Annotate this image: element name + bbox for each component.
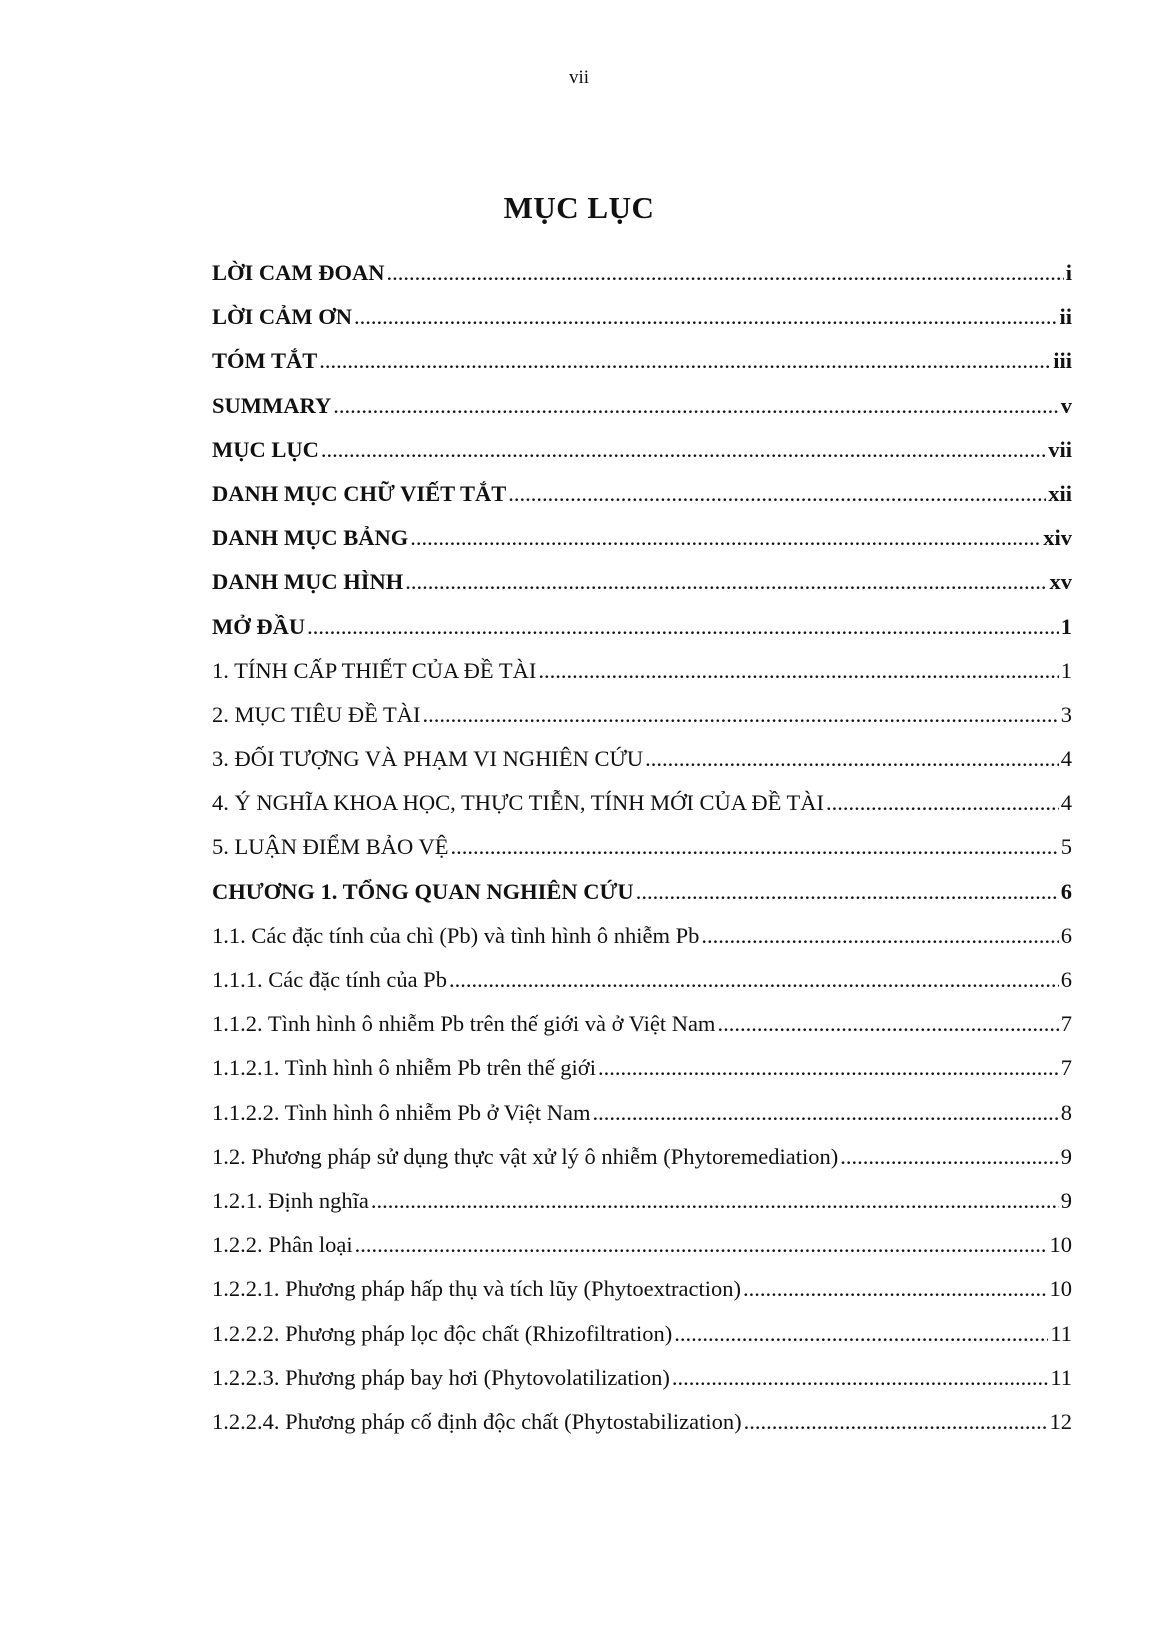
toc-entry-label: TÓM TẮT	[212, 348, 318, 374]
toc-entry[interactable]	[212, 921, 1072, 965]
toc-dot-leader	[538, 656, 1058, 686]
toc-entry-label: 1.1. Các đặc tính của chì (Pb) và tình hình ô nhiễm Pb	[212, 922, 700, 948]
toc-entry-page: 1	[1060, 657, 1072, 683]
toc-entry[interactable]	[212, 1053, 1072, 1097]
toc-entry[interactable]	[212, 832, 1072, 876]
toc-entry[interactable]	[212, 523, 1072, 567]
toc-entry[interactable]	[212, 258, 1072, 302]
toc-dot-leader	[354, 302, 1057, 332]
toc-dot-leader	[307, 612, 1059, 642]
toc-entry[interactable]	[212, 1009, 1072, 1053]
toc-dot-leader	[840, 1142, 1059, 1172]
toc-entry-page: xii	[1048, 480, 1072, 506]
toc-entry[interactable]	[212, 1142, 1072, 1186]
toc-entry-label: CHƯƠNG 1. TỔNG QUAN NGHIÊN CỨU	[212, 878, 634, 904]
toc-entry[interactable]	[212, 1319, 1072, 1363]
toc-entry-page: 4	[1060, 746, 1072, 772]
toc-dot-leader	[645, 744, 1059, 774]
toc-entry[interactable]	[212, 479, 1072, 523]
toc-dot-leader	[743, 1274, 1047, 1304]
toc-entry-label: 1.2.2.1. Phương pháp hấp thụ và tích lũy (Phytoextraction)	[212, 1276, 742, 1302]
toc-entry-page: 11	[1050, 1364, 1072, 1390]
toc-entry-page: 10	[1049, 1276, 1072, 1302]
toc-dot-leader	[371, 1186, 1059, 1216]
toc-entry-label: 1.1.2. Tình hình ô nhiễm Pb trên thế giới và ở Việt Nam	[212, 1011, 716, 1037]
toc-dot-leader	[598, 1053, 1059, 1083]
toc-entry-page: 4	[1060, 790, 1072, 816]
toc-entry[interactable]	[212, 1363, 1072, 1407]
toc-entry-label: 1.2.2.4. Phương pháp cố định độc chất (Phytostabilization)	[212, 1408, 742, 1434]
toc-entry[interactable]	[212, 302, 1072, 346]
toc-dot-leader	[319, 346, 1051, 376]
toc-entry-page: v	[1060, 392, 1072, 418]
toc-dot-leader	[636, 877, 1059, 907]
toc-entry[interactable]	[212, 1407, 1072, 1451]
toc-dot-leader	[321, 435, 1046, 465]
toc-entry-page: 3	[1060, 701, 1072, 727]
toc-entry-page: iii	[1053, 348, 1072, 374]
toc-dot-leader	[355, 1230, 1048, 1260]
toc-dot-leader	[405, 567, 1047, 597]
toc-entry-label: 1.2.2.2. Phương pháp lọc độc chất (Rhizofiltration)	[212, 1320, 673, 1346]
toc-entry-label: DANH MỤC HÌNH	[212, 569, 404, 595]
toc-entry-label: 1.1.2.2. Tình hình ô nhiễm Pb ở Việt Nam	[212, 1099, 591, 1125]
toc-dot-leader	[701, 921, 1058, 951]
toc-entry[interactable]	[212, 744, 1072, 788]
toc-dot-leader	[592, 1098, 1058, 1128]
toc-entry-page: xv	[1049, 569, 1072, 595]
toc-dot-leader	[333, 391, 1059, 421]
toc-dot-leader	[744, 1407, 1048, 1437]
toc-entry-label: MỞ ĐẦU	[212, 613, 306, 639]
toc-entry-page: 7	[1060, 1055, 1072, 1081]
toc-entry-label: DANH MỤC BẢNG	[212, 525, 409, 551]
toc-entry-page: 6	[1060, 922, 1072, 948]
toc-entry-label: 2. MỤC TIÊU ĐỀ TÀI	[212, 701, 421, 727]
toc-entry[interactable]	[212, 346, 1072, 390]
toc-entry-page: 9	[1060, 1187, 1072, 1213]
toc-entry-label: 4. Ý NGHĨA KHOA HỌC, THỰC TIỄN, TÍNH MỚI CỦA ĐỀ TÀI	[212, 790, 825, 816]
toc-entry-page: 5	[1060, 834, 1072, 860]
toc-entry[interactable]	[212, 1230, 1072, 1274]
toc-entry-label: 1.2.1. Định nghĩa	[212, 1187, 369, 1213]
toc-dot-leader	[450, 832, 1058, 862]
toc-entry[interactable]	[212, 1274, 1072, 1318]
toc-dot-leader	[449, 965, 1059, 995]
toc-entry-page: 9	[1060, 1143, 1072, 1169]
toc-entry[interactable]	[212, 1186, 1072, 1230]
toc-dot-leader	[410, 523, 1041, 553]
toc-entry-label: 1.2. Phương pháp sử dụng thực vật xử lý ô nhiễm (Phytoremediation)	[212, 1143, 839, 1169]
toc-entry[interactable]	[212, 788, 1072, 832]
toc-entry-page: 6	[1060, 967, 1072, 992]
toc-entry-page: 11	[1050, 1320, 1072, 1346]
toc-entry-page: 6	[1060, 878, 1072, 904]
toc-entry-label: 1.2.2.3. Phương pháp bay hơi (Phytovolatilization)	[212, 1364, 670, 1390]
toc-entry[interactable]	[212, 656, 1072, 700]
toc-entry-label: 1.1.1. Các đặc tính của Pb	[212, 967, 447, 992]
toc-entry-label: 1.1.2.1. Tình hình ô nhiễm Pb trên thế giới	[212, 1055, 596, 1081]
toc-entry-label: LỜI CAM ĐOAN	[212, 260, 385, 285]
toc-entry-label: MỤC LỤC	[212, 436, 319, 462]
toc-entry[interactable]	[212, 612, 1072, 656]
toc-entry-page: i	[1065, 260, 1072, 285]
toc-dot-leader	[826, 788, 1059, 818]
toc-entry-label: SUMMARY	[212, 392, 332, 418]
toc-dot-leader	[672, 1363, 1049, 1393]
toc-entry-label: LỜI CẢM ƠN	[212, 304, 352, 330]
toc-entry-page: vii	[1048, 436, 1072, 462]
toc-entry-label: DANH MỤC CHỮ VIẾT TẮT	[212, 480, 507, 506]
toc-dot-leader	[508, 479, 1046, 509]
toc-dot-leader	[423, 700, 1059, 730]
table-of-contents	[212, 258, 1072, 1451]
toc-entry-label: 1. TÍNH CẤP THIẾT CỦA ĐỀ TÀI	[212, 657, 537, 683]
toc-entry[interactable]	[212, 435, 1072, 479]
toc-entry-page: 12	[1049, 1408, 1072, 1434]
toc-dot-leader	[717, 1009, 1058, 1039]
toc-entry-page: xiv	[1043, 525, 1072, 551]
toc-entry-page: ii	[1059, 304, 1072, 330]
toc-entry-page: 1	[1060, 613, 1072, 639]
toc-dot-leader	[674, 1319, 1048, 1349]
toc-entry-page: 8	[1060, 1099, 1072, 1125]
toc-dot-leader	[387, 258, 1064, 288]
toc-entry-label: 5. LUẬN ĐIỂM BẢO VỆ	[212, 834, 449, 860]
toc-entry[interactable]	[212, 391, 1072, 435]
toc-entry-page: 7	[1060, 1011, 1072, 1037]
page-title: MỤC LỤC	[503, 190, 655, 225]
toc-entry[interactable]	[212, 700, 1072, 744]
toc-entry-page: 10	[1049, 1232, 1072, 1258]
toc-entry[interactable]	[212, 1098, 1072, 1142]
toc-entry[interactable]	[212, 877, 1072, 921]
toc-entry[interactable]	[212, 965, 1072, 1009]
toc-entry[interactable]	[212, 567, 1072, 611]
toc-entry-label: 3. ĐỐI TƯỢNG VÀ PHẠM VI NGHIÊN CỨU	[212, 746, 644, 772]
page-number: vii	[568, 67, 590, 88]
toc-entry-label: 1.2.2. Phân loại	[212, 1232, 353, 1258]
